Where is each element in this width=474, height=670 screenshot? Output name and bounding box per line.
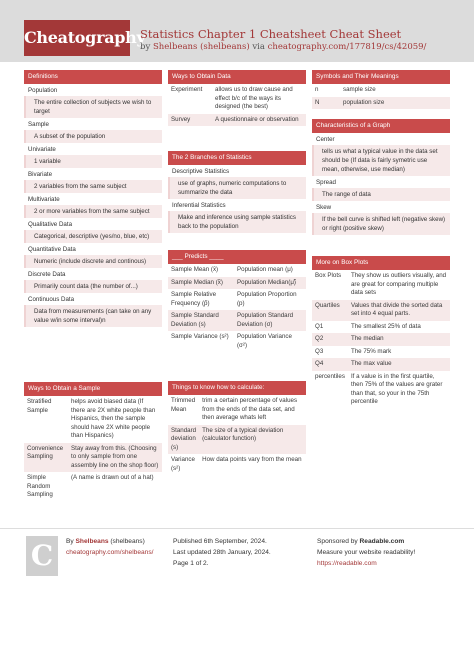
- term-label: Multivariate: [24, 193, 162, 205]
- sampling-heading: Ways to Obtain a Sample: [24, 382, 162, 396]
- term-label: Skew: [312, 201, 450, 213]
- footer-publish-info: [173, 536, 271, 569]
- ways-data-box: [168, 70, 306, 126]
- predicts-heading: ___ Predicts ____: [168, 250, 306, 264]
- things-heading: Things to know how to calculate:: [168, 381, 306, 395]
- table-row: [24, 443, 162, 473]
- row-value: The size of a typical deviation (calculator function): [199, 425, 306, 455]
- row-value: If a value is in the first quartile, then 75% of the values are grater than that, so your in the 75th percentile: [350, 372, 443, 405]
- row-value: Population Variance (σ²): [237, 333, 292, 349]
- things-box: [168, 381, 306, 475]
- term-definition: Categorical, descriptive (yes/no, blue, etc): [24, 230, 162, 243]
- predicts-table: [168, 264, 306, 352]
- cheatography-footer-logo-icon: C: [26, 536, 58, 576]
- row-key: Sample Relative Frequency (p̂): [171, 291, 217, 307]
- sampling-table: [24, 396, 162, 502]
- footer-sponsor-link[interactable]: https://readable.com: [317, 560, 377, 567]
- table-row: [24, 472, 162, 502]
- table-row: [168, 84, 306, 114]
- table-row: [312, 300, 450, 321]
- footer-author-name[interactable]: Shelbeans: [75, 538, 109, 545]
- cheatsheet-url-link[interactable]: cheatography.com/177819/cs/42059/: [267, 42, 427, 52]
- definitions-list: [24, 84, 162, 327]
- row-value: A questionnaire or observation: [212, 114, 306, 127]
- byline: [140, 42, 426, 52]
- term-label: Bivariate: [24, 168, 162, 180]
- sampling-box: [24, 382, 162, 502]
- term-label: Continuous Data: [24, 293, 162, 305]
- table-row: [312, 270, 450, 300]
- row-key: Q2: [312, 333, 348, 346]
- row-key: Sample Median (x̃): [168, 277, 234, 290]
- definitions-box: [24, 70, 162, 327]
- symbols-heading: Symbols and Their Meanings: [312, 70, 450, 84]
- table-row: [168, 425, 306, 455]
- row-value: How data points vary from the mean: [202, 456, 302, 463]
- row-value: population size: [340, 97, 450, 110]
- row-value: Population mean (μ): [237, 266, 293, 273]
- row-value: Values that divide the sorted data set into 4 equal parts.: [348, 300, 450, 321]
- term-label: Population: [24, 84, 162, 96]
- footer-updated: Last updated 28th January, 2024.: [173, 549, 271, 556]
- row-key: n: [315, 86, 319, 93]
- graph-heading: Characteristics of a Graph: [312, 119, 450, 133]
- row-key: N: [312, 97, 340, 110]
- byline-by: by: [140, 42, 153, 52]
- row-key: Experiment: [171, 86, 203, 93]
- row-value: The max value: [348, 358, 450, 371]
- boxplots-table: [312, 270, 450, 409]
- row-key: Sample Standard Deviation (s): [168, 310, 234, 331]
- row-key: Q1: [315, 322, 324, 330]
- row-value: The smallest 25% of data: [350, 322, 421, 330]
- term-label: Center: [312, 133, 450, 145]
- row-value: helps avoid biased data (If there are 2X white people than Hispanics, then the sample should have 2X white people than Hispanics): [71, 398, 156, 439]
- author-link[interactable]: Shelbeans (shelbeans): [152, 42, 250, 52]
- row-key: Convenience Sampling: [24, 443, 68, 473]
- table-row: [312, 97, 450, 110]
- row-value: The 75% mark: [350, 347, 392, 355]
- row-key: Survey: [168, 114, 212, 127]
- footer-author-handle: (shelbeans): [108, 538, 145, 545]
- row-key: Quartiles: [312, 300, 348, 321]
- boxplots-heading: More on Box Plots: [312, 256, 450, 270]
- row-value: (A name is drawn out of a hat): [71, 474, 154, 481]
- term-definition: 2 variables from the same subject: [24, 180, 162, 193]
- row-value: Stay away from this. (Choosing to only sample from one assembly line on the shop floor): [68, 443, 162, 473]
- term-definition: 1 variable: [24, 155, 162, 168]
- row-key: Sample Variance (s²): [171, 333, 229, 340]
- table-row: [168, 114, 306, 127]
- term-definition: tells us what a typical value in the data set should be (If data is fairly symetric use mean, otherwise, use median): [312, 145, 450, 176]
- symbols-box: [312, 70, 450, 109]
- branches-heading: The 2 Branches of Statistics: [168, 151, 306, 165]
- term-label: Univariate: [24, 143, 162, 155]
- row-key: Sample Mean (x̄): [171, 266, 219, 273]
- term-definition: Numeric (include discrete and continous): [24, 255, 162, 268]
- term-label: Inferential Statistics: [168, 199, 306, 211]
- row-value: Population Standard Deviation (σ): [234, 310, 306, 331]
- ways-data-table: [168, 84, 306, 126]
- branches-box: [168, 151, 306, 233]
- term-definition: The entire collection of subjects we wish to target: [24, 96, 162, 118]
- footer-published: Published 6th September, 2024.: [173, 538, 267, 545]
- term-definition: Make and inference using sample statistics back to the population: [168, 211, 306, 233]
- footer-sponsor-text: Measure your website readability!: [317, 549, 416, 556]
- footer-author: [66, 536, 153, 558]
- definitions-heading: Definitions: [24, 70, 162, 84]
- row-value: allows us to draw cause and effect b/c of the ways its designed (the best): [215, 86, 293, 110]
- term-definition: If the bell curve is shifted left (negative skew) or right (positive skew): [312, 213, 450, 235]
- term-definition: Data from measurements (can take on any value w/in some interval)n: [24, 305, 162, 327]
- table-row: [168, 289, 306, 310]
- term-definition: A subset of the population: [24, 130, 162, 143]
- row-value: sample size: [343, 86, 376, 93]
- footer-by-label: By: [66, 538, 76, 545]
- row-value: trim a certain percentage of values from the ends of the data set, and then average whats left: [202, 397, 298, 421]
- row-key: Box Plots: [315, 272, 342, 279]
- row-key: Standard deviation (s): [168, 425, 199, 455]
- page-title: Statistics Chapter 1 Cheatsheet Cheat Sheet: [140, 27, 402, 41]
- term-label: Sample: [24, 118, 162, 130]
- table-row: [312, 84, 450, 97]
- table-row: [24, 396, 162, 443]
- ways-data-heading: Ways to Obtain Data: [168, 70, 306, 84]
- boxplots-box: [312, 256, 450, 409]
- row-key: Q4: [312, 358, 348, 371]
- things-table: [168, 395, 306, 475]
- row-key: Simple Random Sampling: [27, 474, 53, 498]
- term-label: Quantitative Data: [24, 243, 162, 255]
- predicts-box: [168, 250, 306, 352]
- table-row: [168, 310, 306, 331]
- row-key: Stratified Sample: [27, 398, 52, 414]
- table-row: [168, 331, 306, 352]
- footer-sponsor-prefix: Sponsored by: [317, 538, 360, 545]
- row-key: Q3: [315, 347, 324, 355]
- term-label: Spread: [312, 176, 450, 188]
- symbols-table: [312, 84, 450, 109]
- table-row: [168, 395, 306, 425]
- footer-page: Page 1 of 2.: [173, 560, 209, 567]
- term-label: Descriptive Statistics: [168, 165, 306, 177]
- row-value: They show us outliers visually, and are great for comparing multiple data sets: [350, 272, 447, 296]
- table-row: [312, 346, 450, 359]
- footer-sponsor: [317, 536, 415, 569]
- byline-via: via: [249, 42, 268, 52]
- row-key: Variance (s²): [171, 456, 195, 472]
- branches-list: [168, 165, 306, 233]
- table-row: [168, 277, 306, 290]
- term-definition: use of graphs, numeric computations to summarize the data: [168, 177, 306, 199]
- graph-box: [312, 119, 450, 235]
- page-bottom-margin: [0, 584, 474, 670]
- row-value: Population Median(μ̃): [234, 277, 306, 290]
- term-label: Discrete Data: [24, 268, 162, 280]
- table-row: [312, 321, 450, 334]
- table-row: [168, 264, 306, 277]
- table-row: [168, 454, 306, 475]
- footer-profile-link[interactable]: cheatography.com/shelbeans/: [66, 549, 154, 556]
- term-definition: The range of data: [312, 188, 450, 201]
- row-value: Population Proportion (p): [237, 291, 297, 307]
- graph-list: [312, 133, 450, 235]
- table-row: [312, 371, 450, 409]
- row-key: percentiles: [315, 372, 345, 380]
- term-definition: Primarily count data (the number of...): [24, 280, 162, 293]
- term-definition: 2 or more variables from the same subject: [24, 205, 162, 218]
- table-row: [312, 358, 450, 371]
- row-key: Trimmed Mean: [171, 397, 196, 413]
- row-value: The median: [348, 333, 450, 346]
- table-row: [312, 333, 450, 346]
- footer-sponsor-name[interactable]: Readable.com: [359, 538, 405, 545]
- term-label: Qualitative Data: [24, 218, 162, 230]
- cheatography-logo[interactable]: Cheatography: [24, 20, 130, 56]
